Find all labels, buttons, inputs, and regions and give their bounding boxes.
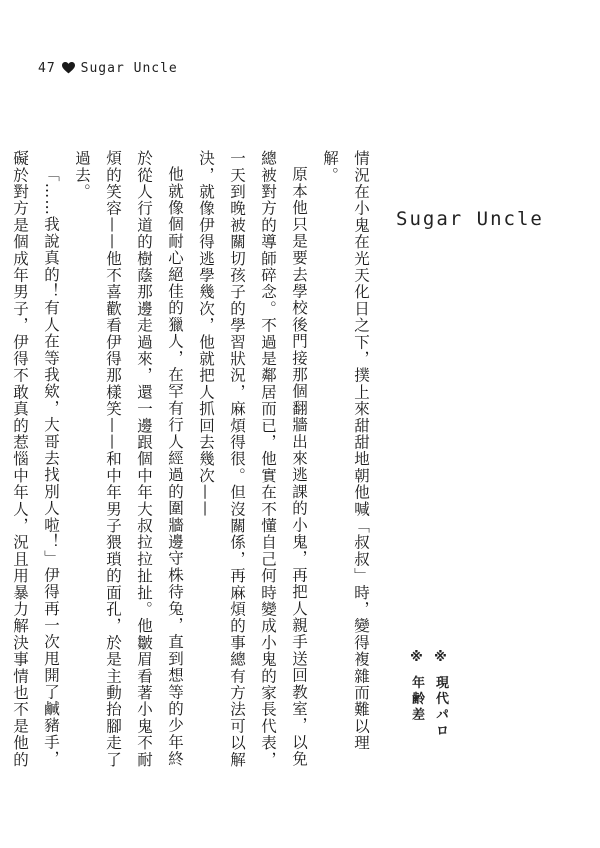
page-number: 47 — [38, 60, 56, 76]
running-header — [38, 58, 178, 78]
paragraph: 原本他只是要去學校後門接那個翻牆出來逃課的小鬼，再把人親手送回教室，以免總被對方的導師碎念。不過是鄰居而已，他實在不懂自己何時變成小鬼的家長代表，一天到晚被關切孩子的學習狀況，麻煩得很。但沒關係，再麻煩的事總有方法可以解決，就像伊得逃學幾次，他就把人抓回去幾次—— — [197, 150, 308, 768]
body-text — [0, 150, 376, 770]
tag-modern-au: ※ 現代パロ — [433, 650, 448, 740]
heart-icon — [62, 62, 75, 74]
running-title: Sugar Uncle — [80, 60, 178, 76]
tag-age-gap: ※ 年齢差 — [409, 650, 424, 724]
paragraph: 「……我說真的！有人在等我欸，大哥去找別人啦！」伊得再一次甩開了鹹豬手，礙於對方是個成年男子，伊得不敢真的惹惱中年人，況且用暴力解決事情也不是他的 — [11, 150, 60, 768]
chapter-title: Sugar Uncle — [396, 208, 544, 230]
paragraph: 情況在小鬼在光天化日之下，撲上來甜甜地朝他喊「叔叔」時，變得複雜而難以理解。 — [321, 150, 370, 752]
paragraph: 他就像個耐心絕佳的獵人，在罕有行人經過的圍牆邊守株待兔，直到想等的少年終於從人行道的樹蔭那邊走過來，還一邊跟個中年大叔拉拉扯扯。他皺眉看著小鬼不耐煩的笑容——他不喜歡看伊得那樣笑——和中年男子猥瑣的面孔，於是主動抬腳走了過去。 — [73, 150, 184, 768]
story-tags — [404, 650, 452, 770]
